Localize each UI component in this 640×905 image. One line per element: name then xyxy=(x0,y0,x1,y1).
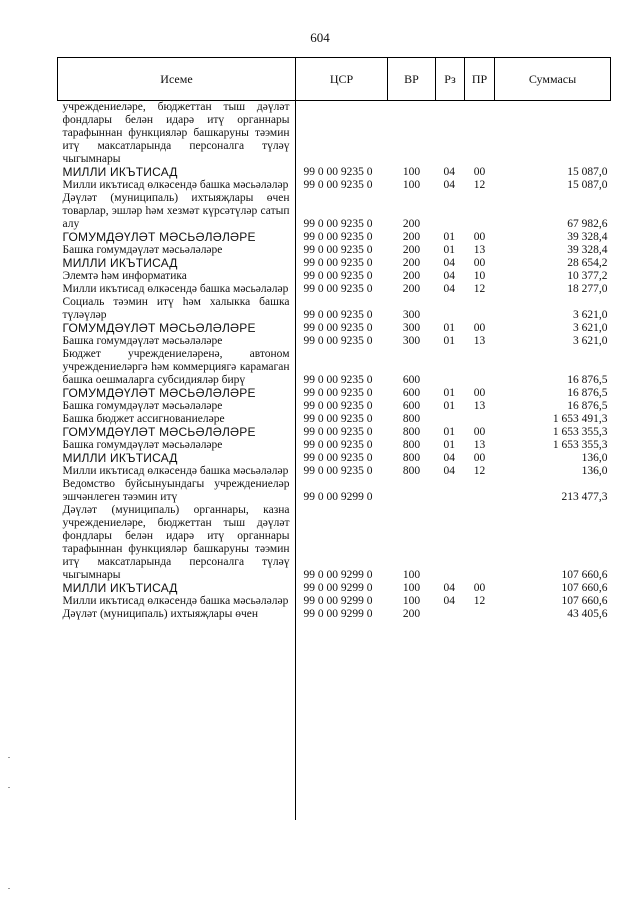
row-pr xyxy=(465,504,495,582)
row-csr: 99 0 00 9235 0 xyxy=(303,270,373,282)
row-name: Бюджет учреждениеләренә, автоном учреждениеләргә һәм коммерциягә карамаган башка оешмаларга субсидияләр бирү xyxy=(62,348,290,386)
row-csr: 99 0 00 9235 0 xyxy=(303,400,373,412)
row-vr: 100 xyxy=(402,582,421,594)
table-row xyxy=(58,608,611,621)
row-csr: 99 0 00 9235 0 xyxy=(303,283,373,295)
row-rz xyxy=(436,101,465,167)
row-rz: 04 xyxy=(443,582,455,594)
row-pr: 12 xyxy=(473,465,486,477)
row-rz: 04 xyxy=(443,270,455,282)
row-sum: 1 653 355,3 xyxy=(552,439,608,451)
row-csr: 99 0 00 9299 0 xyxy=(303,491,373,503)
row-name: Элемтә һәм информатика xyxy=(62,270,187,282)
row-pr: 13 xyxy=(473,335,486,347)
row-pr: 00 xyxy=(473,231,486,243)
column-divider xyxy=(295,97,296,820)
table-row xyxy=(58,595,611,608)
row-name: ГОМУМДӘҮЛӘТ МӘСЬӘЛӘЛӘРЕ xyxy=(62,386,256,400)
row-name: Дәүләт (муниципаль) ихтыяҗлары өчен товарлар, эшләр һәм хезмәт күрсәтүләр сатып алу xyxy=(62,192,290,230)
row-sum: 67 982,6 xyxy=(567,218,608,230)
table-row xyxy=(58,478,611,504)
row-csr: 99 0 00 9235 0 xyxy=(303,413,373,425)
row-csr: 99 0 00 9299 0 xyxy=(303,569,373,581)
row-name: ГОМУМДӘҮЛӘТ МӘСЬӘЛӘЛӘРЕ xyxy=(62,230,256,244)
row-rz: 04 xyxy=(443,595,455,607)
row-vr: 200 xyxy=(402,608,421,620)
row-pr: 13 xyxy=(473,244,486,256)
row-pr xyxy=(465,413,495,426)
row-pr: 00 xyxy=(473,166,486,178)
row-pr: 12 xyxy=(473,179,486,191)
row-sum: 136,0 xyxy=(581,452,608,464)
row-pr: 00 xyxy=(473,322,486,334)
row-pr: 13 xyxy=(473,400,486,412)
row-rz: 01 xyxy=(443,387,455,399)
row-vr: 100 xyxy=(402,595,421,607)
row-sum: 15 087,0 xyxy=(567,166,608,178)
row-pr: 00 xyxy=(473,426,486,438)
row-name: Милли икътисад өлкәсендә башка мәсьәләләр xyxy=(62,179,289,191)
row-rz: 01 xyxy=(443,322,455,334)
row-vr: 800 xyxy=(402,426,421,438)
table-row xyxy=(58,179,611,192)
row-csr: 99 0 00 9235 0 xyxy=(303,257,373,269)
row-csr: 99 0 00 9235 0 xyxy=(303,374,373,386)
row-sum: 107 660,6 xyxy=(561,595,608,607)
row-rz: 01 xyxy=(443,244,455,256)
row-sum: 136,0 xyxy=(581,465,608,477)
row-pr: 00 xyxy=(473,387,486,399)
row-sum: 107 660,6 xyxy=(561,582,608,594)
row-csr: 99 0 00 9235 0 xyxy=(303,309,373,321)
row-vr: 200 xyxy=(402,231,421,243)
row-rz xyxy=(436,413,465,426)
row-sum: 16 876,5 xyxy=(567,374,608,386)
column-header-rz: Рз xyxy=(436,58,465,101)
row-name: Башка гомумдәүләт мәсьәләләре xyxy=(62,244,223,256)
row-vr: 300 xyxy=(402,309,421,321)
row-sum: 213 477,3 xyxy=(561,491,608,503)
table-row xyxy=(58,426,611,439)
row-vr: 600 xyxy=(402,374,421,386)
row-pr: 12 xyxy=(473,595,486,607)
row-name: Дәүләт (муниципаль) органнары, казна учреждениеләре, бюджеттан тыш дәүләт фондлары белән идарә итү органнары тарафыннан функцияләр башкаруны тәэмин итү максатларында персоналга түләү чыгымнары xyxy=(62,504,290,581)
row-vr: 800 xyxy=(402,413,421,425)
row-rz xyxy=(436,192,465,231)
row-pr xyxy=(465,192,495,231)
row-rz: 01 xyxy=(443,439,455,451)
row-vr: 100 xyxy=(402,166,421,178)
table-row xyxy=(58,400,611,413)
row-rz: 04 xyxy=(443,257,455,269)
row-sum: 107 660,6 xyxy=(561,569,608,581)
row-rz: 01 xyxy=(443,335,455,347)
row-vr xyxy=(388,478,436,504)
row-vr: 300 xyxy=(402,322,421,334)
row-name: МИЛЛИ ИКЪТИСАД xyxy=(62,256,178,270)
row-rz: 04 xyxy=(443,179,455,191)
row-vr: 200 xyxy=(402,257,421,269)
row-csr: 99 0 00 9235 0 xyxy=(303,244,373,256)
row-rz: 01 xyxy=(443,426,455,438)
row-csr xyxy=(296,101,388,167)
row-name: Башка гомумдәүләт мәсьәләләре xyxy=(62,400,223,412)
row-sum: 1 653 355,3 xyxy=(552,426,608,438)
row-name: учреждениеләре, бюджеттан тыш дәүләт фондлары белән идарә итү органнары тарафыннан функцияләр башкаруны тәэмин итү максатларында персоналга түләү чыгымнары xyxy=(62,101,290,165)
row-sum: 15 087,0 xyxy=(567,179,608,191)
row-rz: 01 xyxy=(443,231,455,243)
row-csr: 99 0 00 9235 0 xyxy=(303,166,373,178)
table-row xyxy=(58,387,611,400)
table-row xyxy=(58,465,611,478)
row-name: МИЛЛИ ИКЪТИСАД xyxy=(62,451,178,465)
table-row xyxy=(58,582,611,595)
table-row xyxy=(58,283,611,296)
row-rz xyxy=(436,504,465,582)
row-pr xyxy=(465,478,495,504)
row-sum: 43 405,6 xyxy=(567,608,608,620)
row-vr: 800 xyxy=(402,452,421,464)
row-pr xyxy=(465,348,495,387)
row-csr: 99 0 00 9235 0 xyxy=(303,218,373,230)
row-vr: 300 xyxy=(402,335,421,347)
row-sum: 16 876,5 xyxy=(567,387,608,399)
row-rz: 01 xyxy=(443,400,455,412)
row-csr: 99 0 00 9235 0 xyxy=(303,465,373,477)
budget-table xyxy=(57,57,611,621)
row-pr: 00 xyxy=(473,582,486,594)
row-name: Социаль тәэмин итү һәм халыкка башка түләүләр xyxy=(62,296,290,321)
table-row xyxy=(58,166,611,179)
table-row xyxy=(58,452,611,465)
row-csr: 99 0 00 9235 0 xyxy=(303,179,373,191)
row-vr: 200 xyxy=(402,218,421,230)
row-name: ГОМУМДӘҮЛӘТ МӘСЬӘЛӘЛӘРЕ xyxy=(62,425,256,439)
row-name: ГОМУМДӘҮЛӘТ МӘСЬӘЛӘЛӘРЕ xyxy=(62,321,256,335)
table-header-row xyxy=(58,58,611,101)
row-csr: 99 0 00 9299 0 xyxy=(303,582,373,594)
row-pr: 13 xyxy=(473,439,486,451)
row-name: МИЛЛИ ИКЪТИСАД xyxy=(62,165,178,179)
row-rz xyxy=(436,296,465,322)
column-header-sum: Суммасы xyxy=(495,58,611,101)
row-name: Милли икътисад өлкәсендә башка мәсьәләләр xyxy=(62,283,289,295)
row-rz: 04 xyxy=(443,283,455,295)
row-pr: 00 xyxy=(473,257,486,269)
margin-mark xyxy=(8,787,10,788)
row-name: Милли икътисад өлкәсендә башка мәсьәләләр xyxy=(62,465,289,477)
margin-mark xyxy=(8,757,10,758)
table-row xyxy=(58,192,611,231)
row-rz: 04 xyxy=(443,465,455,477)
row-sum: 3 621,0 xyxy=(573,309,608,321)
page-number: 604 xyxy=(310,30,330,45)
row-pr xyxy=(465,296,495,322)
row-csr: 99 0 00 9299 0 xyxy=(303,608,373,620)
column-header-name: Исеме xyxy=(58,58,296,101)
column-header-csr: ЦСР xyxy=(296,58,388,101)
column-header-pr: ПР xyxy=(465,58,495,101)
row-csr: 99 0 00 9235 0 xyxy=(303,335,373,347)
row-vr: 100 xyxy=(402,569,421,581)
row-vr: 200 xyxy=(402,283,421,295)
row-name: Башка гомумдәүләт мәсьәләләре xyxy=(62,439,223,451)
row-csr: 99 0 00 9235 0 xyxy=(303,426,373,438)
row-pr: 00 xyxy=(473,452,486,464)
row-sum: 39 328,4 xyxy=(567,244,608,256)
row-rz xyxy=(436,478,465,504)
row-sum: 16 876,5 xyxy=(567,400,608,412)
row-sum: 1 653 491,3 xyxy=(552,413,608,425)
row-csr: 99 0 00 9235 0 xyxy=(303,439,373,451)
row-rz xyxy=(436,608,465,621)
row-vr: 800 xyxy=(402,465,421,477)
table-body xyxy=(58,101,611,622)
row-rz xyxy=(436,348,465,387)
row-csr: 99 0 00 9235 0 xyxy=(303,387,373,399)
column-header-vr: ВР xyxy=(388,58,436,101)
table-row xyxy=(58,296,611,322)
row-name: МИЛЛИ ИКЪТИСАД xyxy=(62,581,178,595)
row-csr: 99 0 00 9235 0 xyxy=(303,322,373,334)
row-sum: 28 654,2 xyxy=(567,257,608,269)
row-vr: 200 xyxy=(402,244,421,256)
row-vr: 800 xyxy=(402,439,421,451)
row-sum: 3 621,0 xyxy=(573,335,608,347)
row-vr xyxy=(388,101,436,167)
row-pr xyxy=(465,101,495,167)
row-vr: 600 xyxy=(402,400,421,412)
row-vr: 200 xyxy=(402,270,421,282)
row-sum: 10 377,2 xyxy=(567,270,608,282)
row-name: Ведомство буйсынуындагы учреждениеләр эшчәнлеген тәэмин итү xyxy=(62,478,290,503)
row-name: Милли икътисад өлкәсендә башка мәсьәләләр xyxy=(62,595,289,607)
row-sum: 39 328,4 xyxy=(567,231,608,243)
table-row xyxy=(58,322,611,335)
table-row xyxy=(58,231,611,244)
row-rz: 04 xyxy=(443,166,455,178)
margin-mark xyxy=(8,888,10,889)
table-row xyxy=(58,270,611,283)
row-vr: 600 xyxy=(402,387,421,399)
row-sum xyxy=(495,101,611,167)
row-rz: 04 xyxy=(443,452,455,464)
row-pr: 12 xyxy=(473,283,486,295)
table-row xyxy=(58,504,611,582)
row-csr: 99 0 00 9235 0 xyxy=(303,452,373,464)
row-csr: 99 0 00 9235 0 xyxy=(303,231,373,243)
row-name: Башка бюджет ассигнованиеләре xyxy=(62,413,225,425)
table-row xyxy=(58,101,611,167)
row-vr: 100 xyxy=(402,179,421,191)
row-pr: 10 xyxy=(473,270,486,282)
row-name: Дәүләт (муниципаль) ихтыяҗлары өчен xyxy=(62,608,259,620)
row-pr xyxy=(465,608,495,621)
table-row xyxy=(58,348,611,387)
row-sum: 18 277,0 xyxy=(567,283,608,295)
table-row xyxy=(58,335,611,348)
table-row xyxy=(58,257,611,270)
row-sum: 3 621,0 xyxy=(573,322,608,334)
row-csr: 99 0 00 9299 0 xyxy=(303,595,373,607)
row-name: Башка гомумдәүләт мәсьәләләре xyxy=(62,335,223,347)
